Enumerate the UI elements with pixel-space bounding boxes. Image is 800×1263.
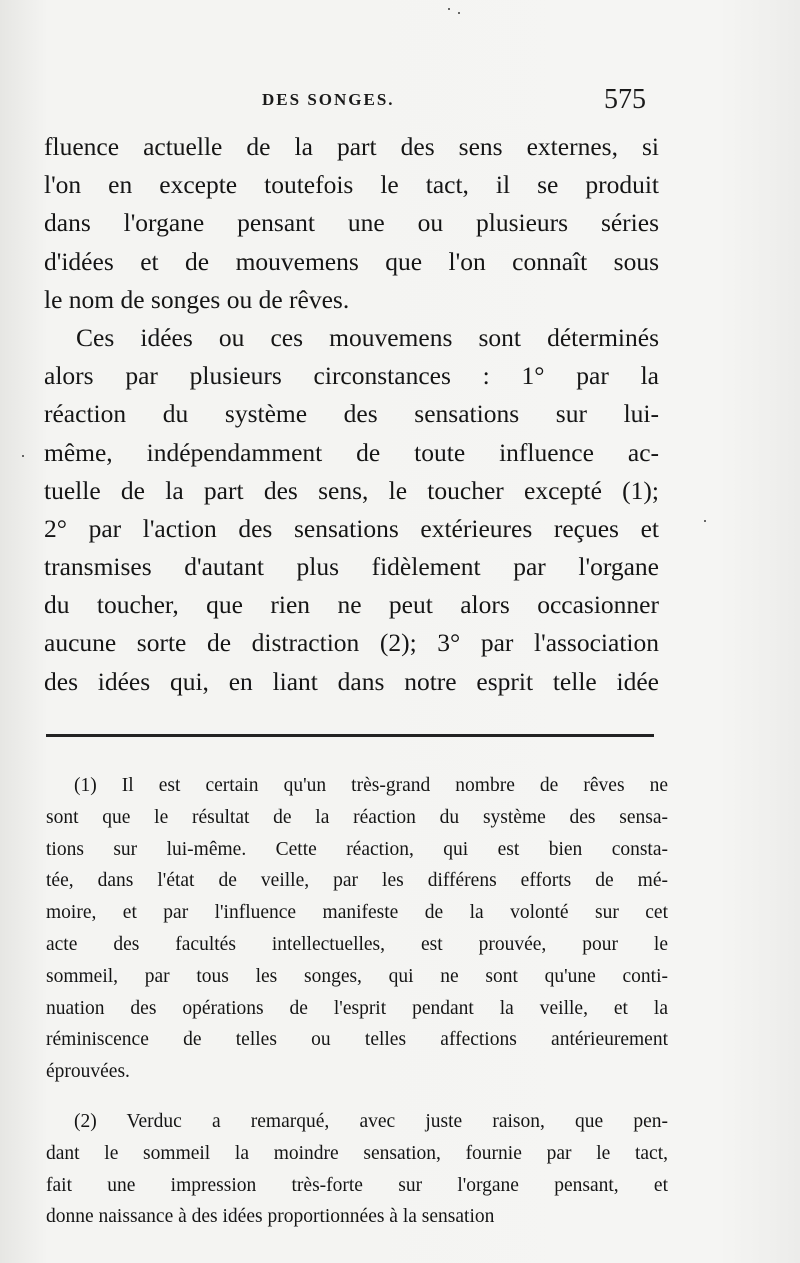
- print-speck: [448, 8, 450, 10]
- footnote-1: [46, 770, 668, 1088]
- text-line: du toucher, que rien ne peut alors occasionner: [44, 590, 659, 620]
- footnote-line: réminiscence de telles ou telles affections antérieurement: [46, 1029, 668, 1051]
- footnote-2: [46, 1106, 668, 1233]
- text-line: tuelle de la part des sens, le toucher excepté (1);: [44, 475, 659, 505]
- footnote-line: tions sur lui-même. Cette réaction, qui est bien consta-: [46, 838, 668, 860]
- main-text: [44, 128, 659, 701]
- print-speck: [22, 455, 24, 457]
- text-line: 2° par l'action des sensations extérieures reçues et: [44, 513, 659, 543]
- footnote-line: fait une impression très-forte sur l'organe pensant, et: [46, 1174, 668, 1196]
- footnote-line: nuation des opérations de l'esprit pendant la veille, et la: [46, 997, 668, 1019]
- footnote-line: (1) Il est certain qu'un très-grand nombre de rêves ne: [74, 775, 668, 796]
- text-line: fluence actuelle de la part des sens externes, si: [44, 132, 659, 161]
- footnote-line: moire, et par l'influence manifeste de la volonté sur cet: [46, 902, 668, 924]
- footnote-line: dant le sommeil la moindre sensation, fournie par le tact,: [46, 1142, 668, 1164]
- text-line: transmises d'autant plus fidèlement par l'organe: [44, 552, 659, 582]
- text-line: des idées qui, en liant dans notre esprit telle idée: [44, 666, 659, 696]
- text-line: le nom de songes ou de rêves.: [44, 284, 350, 314]
- text-line: l'on en excepte toutefois le tact, il se produit: [44, 170, 659, 200]
- text-line: Ces idées ou ces mouvemens sont déterminés: [76, 322, 659, 352]
- text-line: réaction du système des sensations sur lui-: [44, 399, 659, 429]
- text-line: aucune sorte de distraction (2); 3° par l'association: [44, 628, 659, 658]
- text-line: d'idées et de mouvemens que l'on connaît sous: [44, 246, 659, 276]
- running-title: DES SONGES.: [262, 90, 395, 109]
- print-speck: [704, 520, 706, 522]
- footnote-line: éprouvées.: [46, 1061, 130, 1083]
- running-head: [0, 86, 800, 122]
- footnote-line: donne naissance à des idées proportionnées à la sensation: [46, 1206, 495, 1228]
- footnotes: [46, 770, 668, 1233]
- footnote-line: sommeil, par tous les songes, qui ne sont qu'une conti-: [46, 965, 668, 987]
- text-line: même, indépendamment de toute influence ac-: [44, 437, 659, 467]
- footnote-line: (2) Verduc a remarqué, avec juste raison, que pen-: [74, 1110, 668, 1132]
- footnote-divider: [46, 734, 654, 737]
- footnote-line: tée, dans l'état de veille, par les différens efforts de mé-: [46, 870, 668, 892]
- footnote-line: sont que le résultat de la réaction du système des sensa-: [46, 806, 668, 828]
- page-number: 575: [604, 84, 646, 115]
- footnote-line: acte des facultés intellectuelles, est prouvée, pour le: [46, 933, 668, 955]
- print-speck: [458, 12, 460, 14]
- text-line: alors par plusieurs circonstances : 1° par la: [44, 361, 659, 391]
- text-line: dans l'organe pensant une ou plusieurs séries: [44, 208, 659, 238]
